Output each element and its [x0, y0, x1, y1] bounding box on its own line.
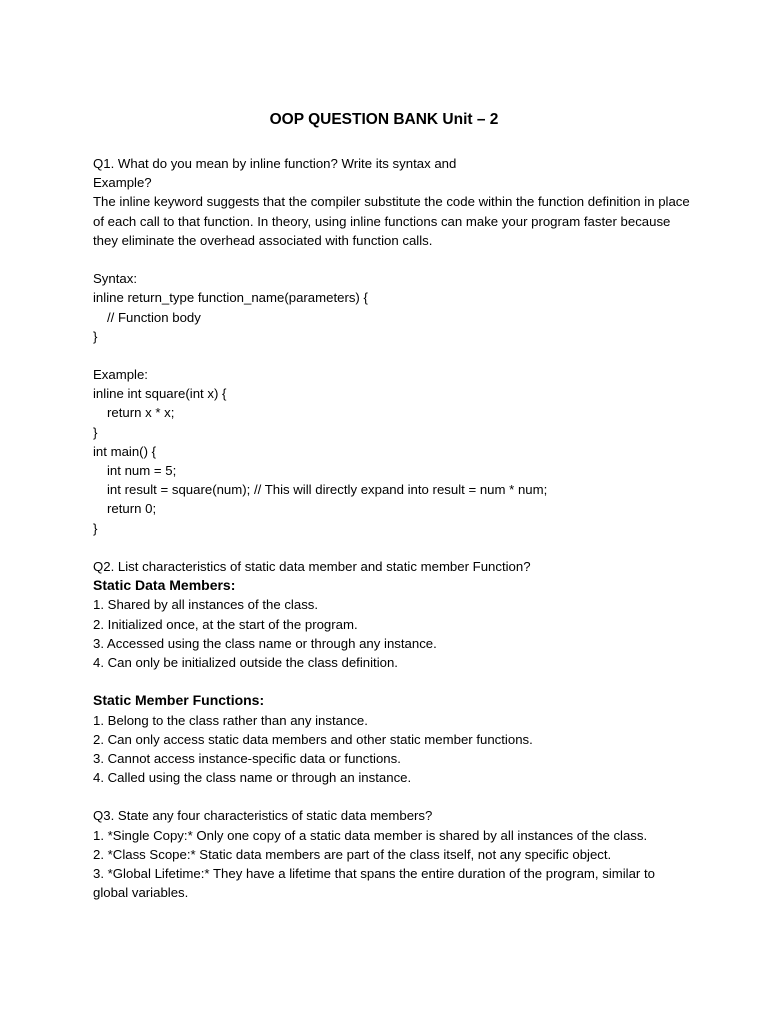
q3-question: Q3. State any four characteristics of static data members?: [93, 808, 433, 824]
q1-question-line2: Example?: [93, 175, 152, 191]
static-member-functions-heading: Static Member Functions:: [93, 692, 265, 709]
list-item: 4. Can only be initialized outside the class definition.: [93, 654, 398, 670]
example-line: int main() {: [93, 443, 157, 459]
static-data-members-heading: Static Data Members:: [93, 577, 236, 594]
syntax-line: inline return_type function_name(parameters) {: [93, 290, 368, 306]
example-line: }: [93, 520, 98, 536]
q1-question-line1: Q1. What do you mean by inline function? Write its syntax and: [93, 156, 457, 171]
list-item: 2. Can only access static data members and other static member functions.: [93, 731, 533, 747]
example-line: int num = 5;: [107, 463, 177, 479]
list-item: 1. Belong to the class rather than any instance.: [93, 712, 368, 728]
spacer: [93, 250, 693, 269]
list-item: 2. *Class Scope:* Static data members are part of the class itself, not any specific object.: [93, 846, 612, 862]
spacer: [93, 538, 693, 557]
example-line: int result = square(num); // This will directly expand into result = num * num;: [107, 482, 548, 498]
example-line: return 0;: [107, 501, 157, 517]
list-item: 4. Called using the class name or through an instance.: [93, 770, 412, 786]
list-item: 1. Shared by all instances of the class.: [93, 597, 319, 613]
document-body: [93, 154, 693, 902]
example-line: return x * x;: [107, 405, 175, 421]
q1-answer: The inline keyword suggests that the compiler substitute the code within the function definition in place of each call to that function. In theory, using inline functions can make your program faster because they eliminate the overhead associated with function calls.: [93, 194, 690, 248]
q2-question: Q2. List characteristics of static data member and static member Function?: [93, 558, 531, 574]
list-item: 3. Cannot access instance-specific data or functions.: [93, 750, 401, 766]
document-title: OOP QUESTION BANK Unit – 2: [269, 111, 499, 128]
list-item: 2. Initialized once, at the start of the program.: [93, 616, 358, 632]
syntax-label: Syntax:: [93, 271, 137, 287]
list-item: 1. *Single Copy:* Only one copy of a static data member is shared by all instances of the class.: [93, 827, 648, 843]
example-line: }: [93, 424, 98, 440]
list-item: 3. Accessed using the class name or through any instance.: [93, 635, 437, 651]
example-label: Example:: [93, 367, 148, 383]
syntax-line: // Function body: [107, 309, 201, 325]
syntax-line: }: [93, 328, 98, 344]
spacer: [93, 672, 693, 691]
spacer: [93, 787, 693, 806]
list-item: 3. *Global Lifetime:* They have a lifetime that spans the entire duration of the program, similar to global variables.: [93, 866, 655, 901]
example-line: inline int square(int x) {: [93, 386, 227, 402]
spacer: [93, 346, 693, 365]
